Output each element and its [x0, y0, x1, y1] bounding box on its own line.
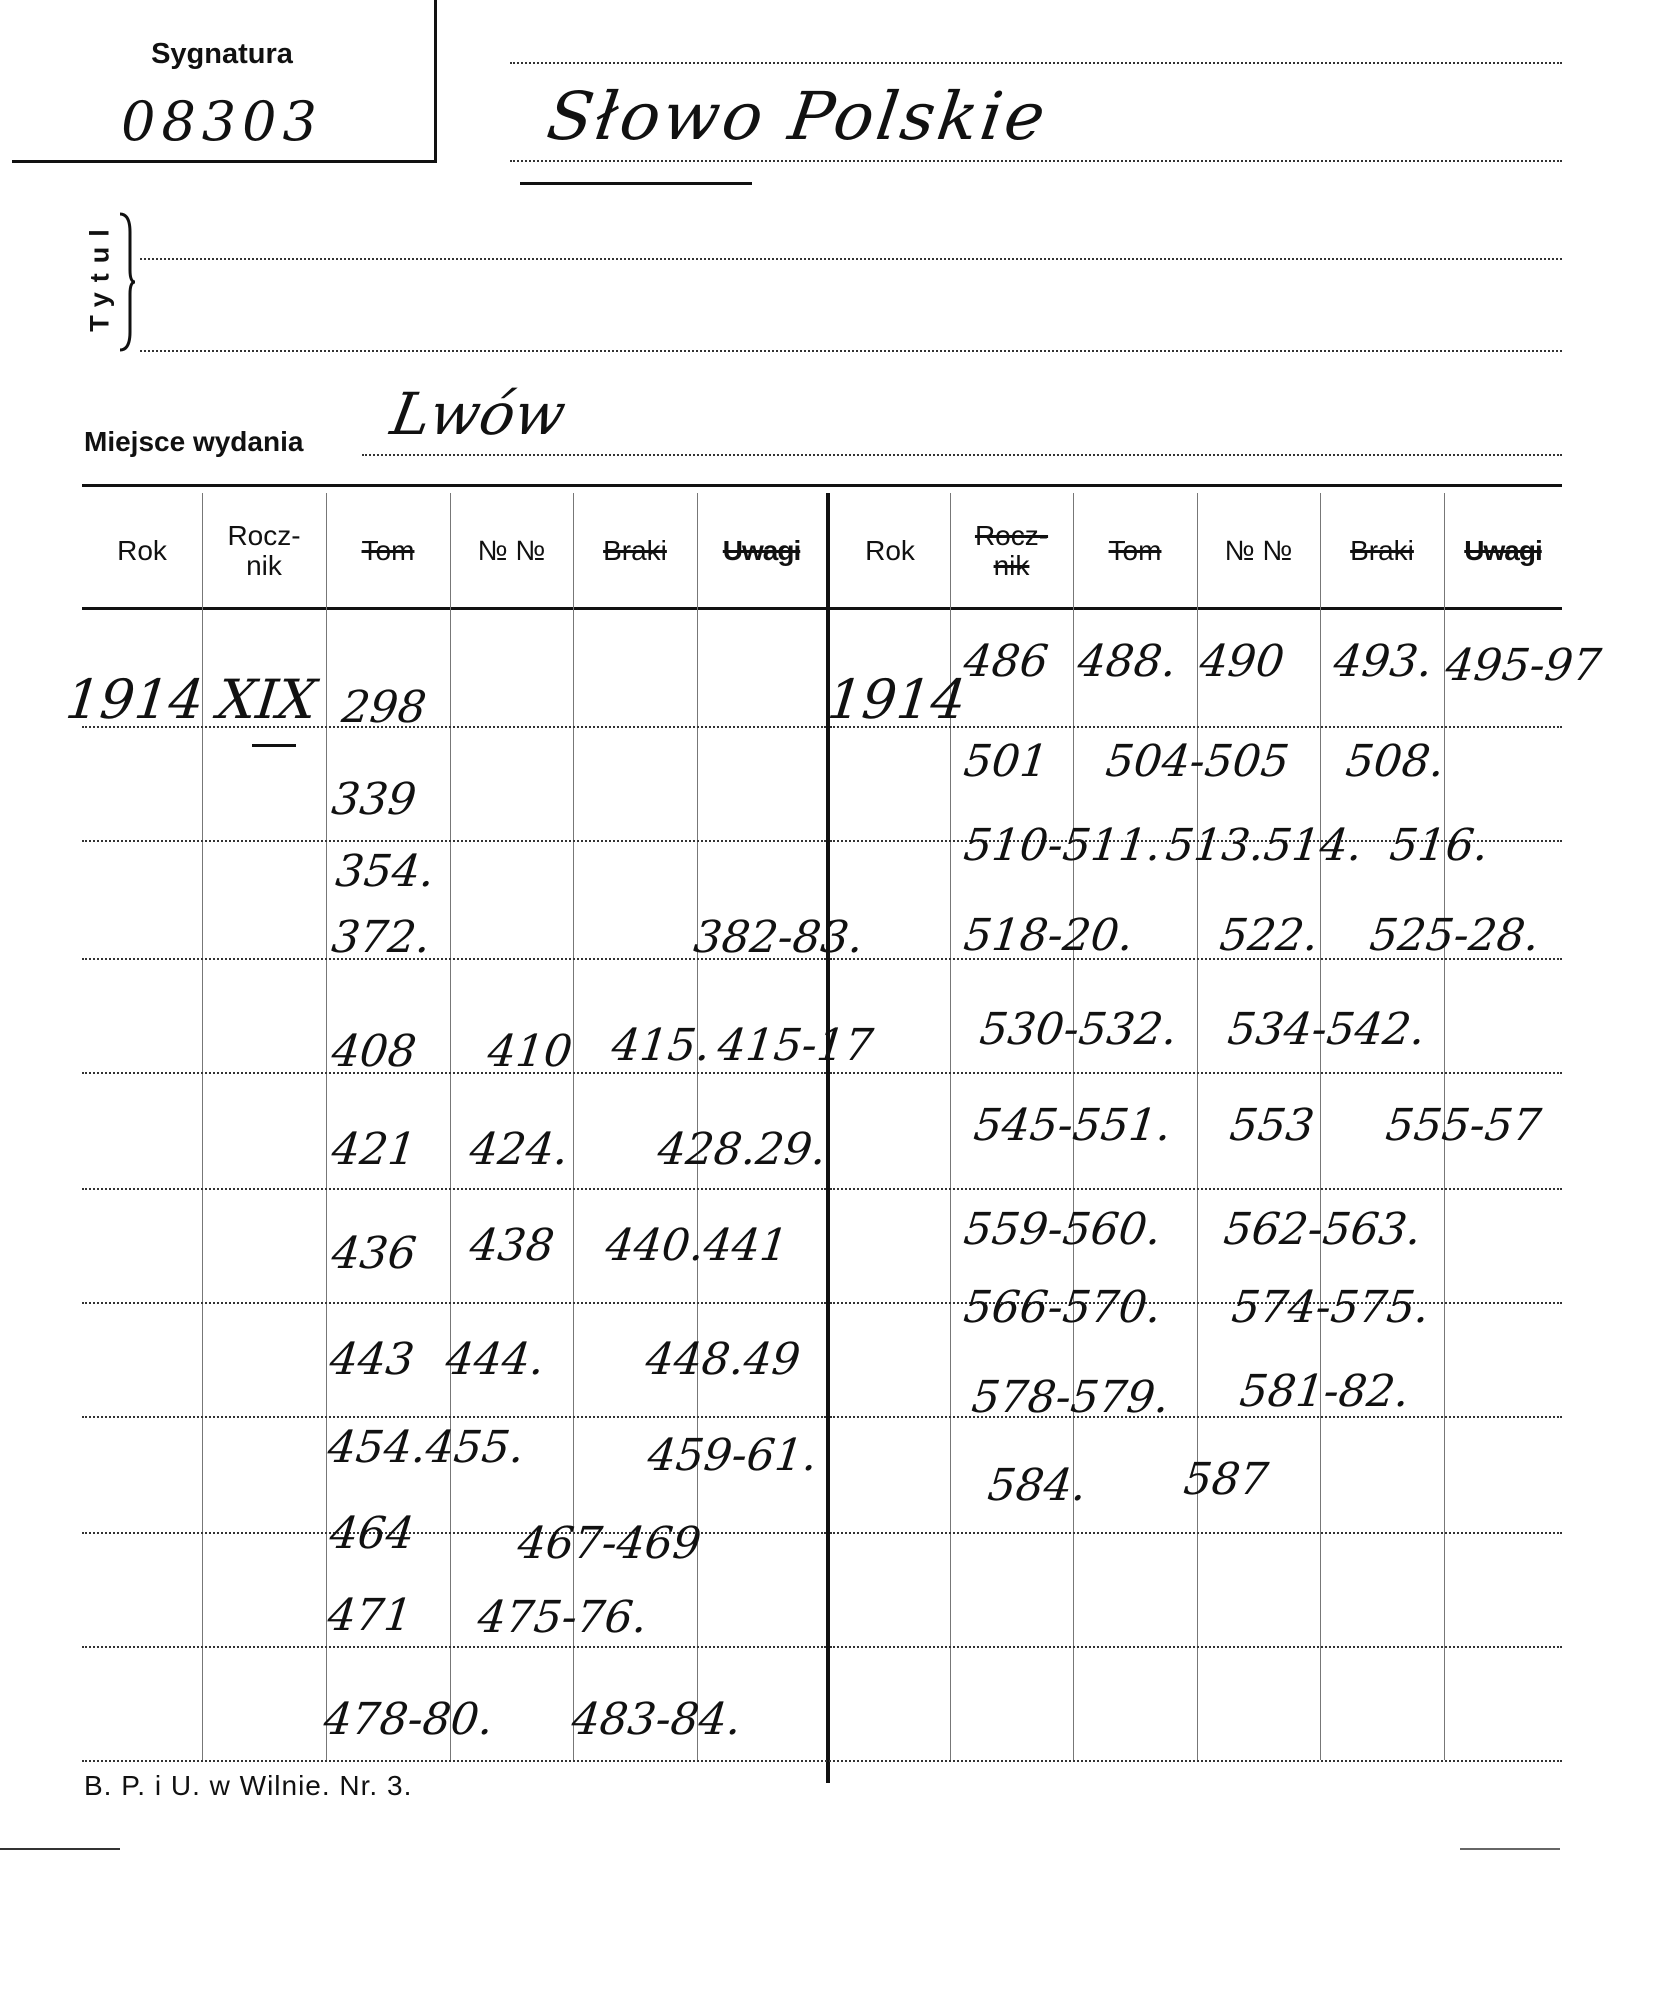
entry: 555-57: [1383, 1100, 1544, 1151]
header-rok: Rok: [117, 534, 167, 566]
entry: 436: [329, 1228, 419, 1279]
entry: 471: [325, 1590, 415, 1641]
row-line: [82, 1646, 826, 1648]
title-handwritten: Słowo Polskie: [542, 78, 1053, 155]
edge-mark: [1460, 1848, 1560, 1850]
entry: 559-560.: [961, 1204, 1164, 1255]
row-line: [82, 1188, 826, 1190]
title-dotted-line-top: [510, 62, 1562, 64]
place-label: Miejsce wydania: [84, 426, 304, 457]
row-line: [82, 1302, 826, 1304]
entry: 545-551.: [971, 1100, 1174, 1151]
row-line: [82, 840, 826, 842]
entry-year: 1914: [824, 668, 969, 731]
entry: 438: [467, 1220, 557, 1271]
entry: 339: [329, 774, 419, 825]
place-value: Lwów: [386, 380, 571, 448]
column-divider: [1320, 493, 1321, 1760]
entry: 495-97: [1443, 640, 1604, 691]
header-rok: Rok: [865, 534, 915, 566]
entry: 448.49: [643, 1334, 803, 1385]
entry: 298: [339, 682, 429, 733]
entry: 501: [961, 736, 1051, 787]
entry: 516.: [1387, 820, 1491, 871]
header-braki: Braki: [1350, 534, 1414, 566]
entry: 518-20.: [961, 910, 1136, 961]
header-tom: Tom: [361, 534, 415, 566]
header-rocznik: Rocz- nik: [974, 519, 1049, 581]
signature-box: [12, 0, 437, 163]
entry: 508.: [1343, 736, 1447, 787]
entry: 513.514.: [1163, 820, 1365, 871]
entry: 454.455.: [325, 1422, 527, 1473]
entry: 530-532.: [977, 1004, 1180, 1055]
title-extra-line-2: [140, 350, 1562, 352]
entry: 428.29.: [655, 1124, 829, 1175]
entry: 584.: [985, 1460, 1089, 1511]
place-dotted-line: [362, 454, 1562, 456]
signature-label: Sygnatura: [151, 38, 293, 70]
entry: 510-511.: [961, 820, 1164, 871]
tytul-label-block: [80, 212, 128, 352]
row-line: [82, 1072, 826, 1074]
entry: 578-579.: [969, 1372, 1172, 1423]
title-extra-line-1: [140, 258, 1562, 260]
edge-mark: [0, 1848, 120, 1850]
entry: 553: [1227, 1100, 1317, 1151]
entry: 525-28.: [1367, 910, 1542, 961]
header-numery: № №: [477, 534, 546, 566]
footer-imprint: B. P. i U. w Wilnie. Nr. 3.: [84, 1770, 413, 1801]
entry: 410: [485, 1026, 575, 1077]
entry: 424.: [467, 1124, 571, 1175]
header-uwagi: Uwagi: [1464, 534, 1542, 566]
tytul-label: Tytul: [84, 219, 115, 332]
entry-year: 1914: [62, 668, 207, 731]
entry: 415.: [609, 1020, 713, 1071]
signature-value: 08303: [121, 90, 323, 153]
header-braki: Braki: [603, 534, 667, 566]
row-line: [82, 1416, 826, 1418]
entry: 382-83.: [691, 912, 866, 963]
row-line: [830, 1072, 1562, 1074]
entry: 478-80.: [321, 1694, 496, 1745]
header-tom: Tom: [1108, 534, 1162, 566]
entry: 574-575.: [1229, 1282, 1432, 1333]
column-divider: [326, 493, 327, 1760]
entry: 483-84.: [569, 1694, 744, 1745]
entry: 587: [1181, 1454, 1271, 1505]
entry: 566-570.: [961, 1282, 1164, 1333]
title-underline: [520, 182, 752, 185]
title-dotted-line: [510, 160, 1562, 162]
entry: 534-542.: [1225, 1004, 1428, 1055]
column-divider: [450, 493, 451, 1760]
entry: 562-563.: [1221, 1204, 1424, 1255]
entry: 467-469: [515, 1518, 704, 1569]
entry: 415-17: [715, 1020, 876, 1071]
entry: 443: [327, 1334, 417, 1385]
brace-icon: [118, 212, 136, 352]
column-divider: [573, 493, 574, 1760]
header-numery: № №: [1224, 534, 1293, 566]
row-line: [830, 1416, 1562, 1418]
rocznik-underline: [252, 744, 296, 747]
entry: 475-76.: [475, 1592, 650, 1643]
entry: 444.: [443, 1334, 547, 1385]
entry-rocznik: XIX: [214, 668, 320, 731]
entry: 459-61.: [645, 1430, 820, 1481]
entry: 372.: [329, 912, 433, 963]
entry: 504-505: [1103, 736, 1292, 787]
row-line: [82, 1532, 826, 1534]
entry: 581-82.: [1237, 1366, 1412, 1417]
entry: 464: [327, 1508, 417, 1559]
row-line: [82, 1760, 1562, 1762]
row-line: [830, 1302, 1562, 1304]
entry: 421: [329, 1124, 419, 1175]
entry: 522.: [1217, 910, 1321, 961]
entry: 354.: [333, 846, 437, 897]
table-top-rule: [82, 484, 1562, 487]
header-uwagi: Uwagi: [722, 534, 801, 566]
entry: 486: [961, 636, 1051, 687]
entry: 488.: [1075, 636, 1179, 687]
entry: 493.: [1331, 636, 1435, 687]
row-line: [830, 1646, 1562, 1648]
header-rocznik: Rocz- nik: [227, 519, 301, 581]
row-line: [830, 1532, 1562, 1534]
entry: 490: [1197, 636, 1287, 687]
entry: 408: [329, 1026, 419, 1077]
entry: 440.441: [603, 1220, 791, 1271]
row-line: [830, 1188, 1562, 1190]
